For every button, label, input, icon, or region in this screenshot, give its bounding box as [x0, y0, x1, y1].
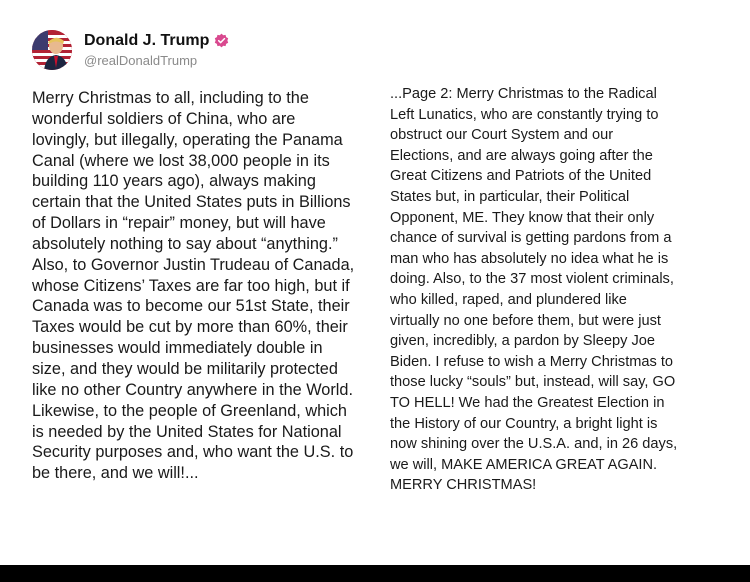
author-info: [84, 31, 229, 69]
verified-badge-icon: [214, 33, 229, 48]
post-text-page-2: ...Page 2: Merry Christmas to the Radical Left Lunatics, who are constantly trying to obstruct our Court System and our Elections, and are always going after the Great Citizens and Patriots of the United States but, in particular, their Political Opponent, ME. They know that their only chance of survival is getting pardons from a man who has absolutely no idea what he is doing. Also, to the 37 most violent criminals, who killed, raped, and plundered like virtually no one before them, but were just given, incredibly, a pardon by Sleepy Joe Biden. I refuse to wish a Merry Christmas to those lucky “souls” but, instead, will say, GO TO HELL! We had the Greatest Election in the History of our Country, a bright light is now shining over the U.S.A. and, in 26 days, we will, MAKE AMERICA GREAT AGAIN. MERRY CHRISTMAS!: [390, 86, 678, 494]
post-header: [32, 30, 229, 70]
author-handle[interactable]: @realDonaldTrump: [84, 53, 198, 69]
author-display-name[interactable]: Donald J. Trump: [84, 32, 210, 50]
bottom-black-bar: [0, 565, 750, 582]
avatar[interactable]: [32, 30, 72, 70]
avatar-photo-icon: [32, 30, 72, 70]
post-text-page-1: Merry Christmas to all, including to the wonderful soldiers of China, who are lovingly, but illegally, operating the Panama Canal (where we lost 38,000 people in its building 110 years ago), always making certain that the United States puts in Billions of Dollars in “repair” money, but will have absolutely nothing to say about “anything.” Also, to Governor Justin Trudeau of Canada, whose Citizens’ Taxes are far too high, but if Canada was to become our 51st State, their Taxes would be cut by more than 60%, their businesses would immediately double in size, and they would be militarily protected like no other Country anywhere in the World. Likewise, to the people of Greenland, which is needed by the United States for National Security purposes and, who want the U.S. to be there, and we will!...: [32, 89, 355, 483]
author-name-row: [84, 31, 229, 50]
